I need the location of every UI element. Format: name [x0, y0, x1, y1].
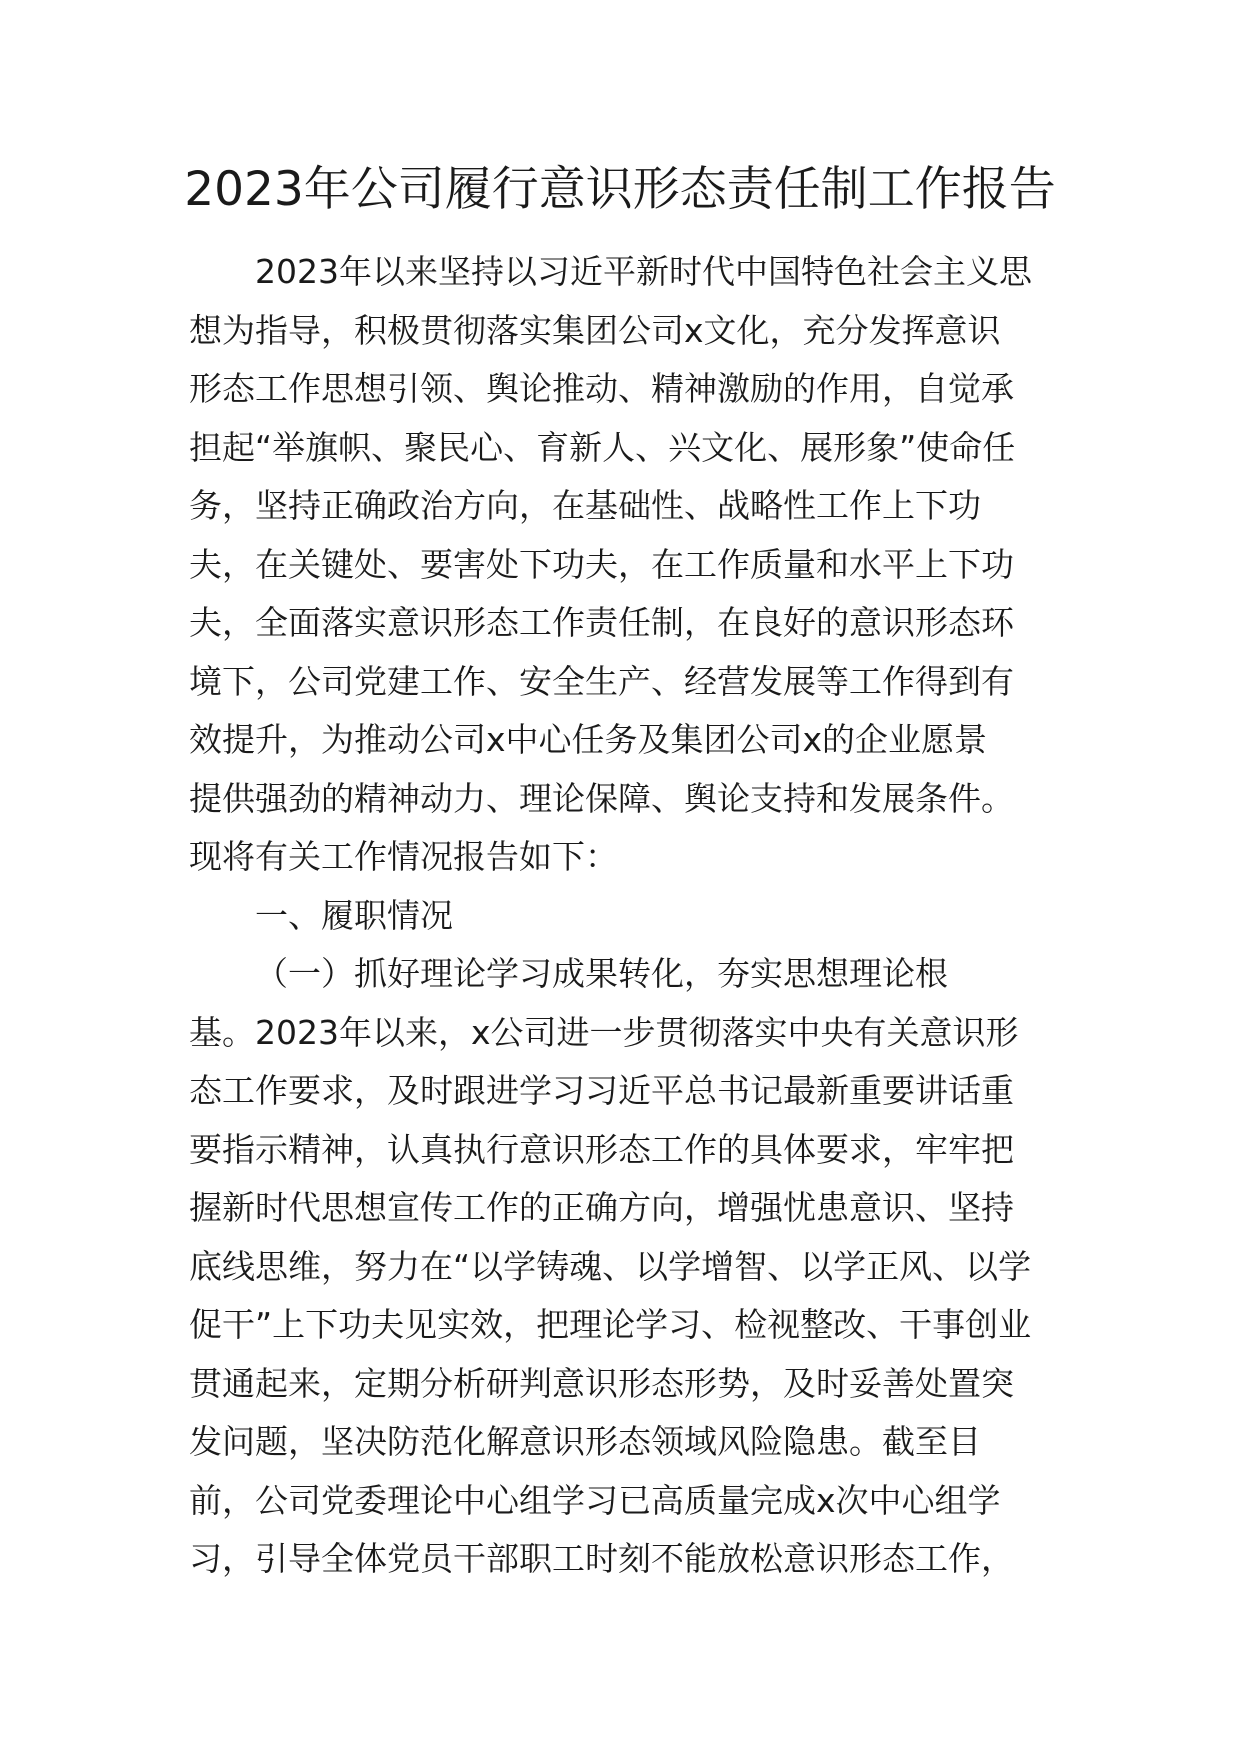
text-line: （一）抓好理论学习成果转化，夯实思想理论根 — [255, 954, 948, 993]
text-line: 夫，全面落实意识形态工作责任制，在良好的意识形态环 — [189, 603, 1014, 642]
text-line: 夫，在关键处、要害处下功夫，在工作质量和水平上下功 — [189, 544, 1014, 584]
text-line: 担起“举旗帜、聚民心、育新人、兴文化、展形象”使命任 — [189, 427, 1016, 467]
text-line: 想为指导，积极贯彻落实集团公司x文化，充分发挥意识 — [189, 310, 1001, 350]
text-line: 一、履职情况 — [255, 895, 453, 935]
document-body — [189, 243, 1069, 1589]
document-title: 2023年公司履行意识形态责任制工作报告 — [184, 162, 1056, 217]
text-line: 前，公司党委理论中心组学习已高质量完成x次中心组学 — [189, 1480, 1001, 1520]
text-line: 贯通起来，定期分析研判意识形态形势，及时妥善处置突 — [189, 1363, 1014, 1403]
text-line: 习，引导全体党员干部职工时刻不能放松意识形态工作， — [189, 1539, 1014, 1578]
text-line: 促干”上下功夫见实效，把理论学习、检视整改、干事创业 — [189, 1305, 1032, 1344]
text-line: 发问题，坚决防范化解意识形态领域风险隐患。截至目 — [189, 1422, 981, 1461]
text-line: 握新时代思想宣传工作的正确方向，增强忧患意识、坚持 — [189, 1188, 1014, 1227]
text-line: 效提升，为推动公司x中心任务及集团公司x的企业愿景 — [189, 720, 988, 759]
text-line: 2023年以来坚持以习近平新时代中国特色社会主义思 — [255, 252, 1032, 291]
text-line: 形态工作思想引领、舆论推动、精神激励的作用，自觉承 — [189, 369, 1014, 408]
text-line: 提供强劲的精神动力、理论保障、舆论支持和发展条件。 — [189, 778, 1014, 818]
text-line: 要指示精神，认真执行意识形态工作的具体要求，牢牢把 — [189, 1129, 1014, 1169]
text-line: 务，坚持正确政治方向，在基础性、战略性工作上下功 — [189, 486, 981, 525]
text-line: 境下，公司党建工作、安全生产、经营发展等工作得到有 — [189, 661, 1014, 701]
text-line: 态工作要求，及时跟进学习习近平总书记最新重要讲话重 — [189, 1071, 1014, 1110]
text-line: 底线思维，努力在“以学铸魂、以学增智、以学正风、以学 — [189, 1246, 1032, 1286]
text-line: 现将有关工作情况报告如下： — [189, 837, 618, 876]
text-line: 基。2023年以来，x公司进一步贯彻落实中央有关意识形 — [189, 1012, 1019, 1052]
